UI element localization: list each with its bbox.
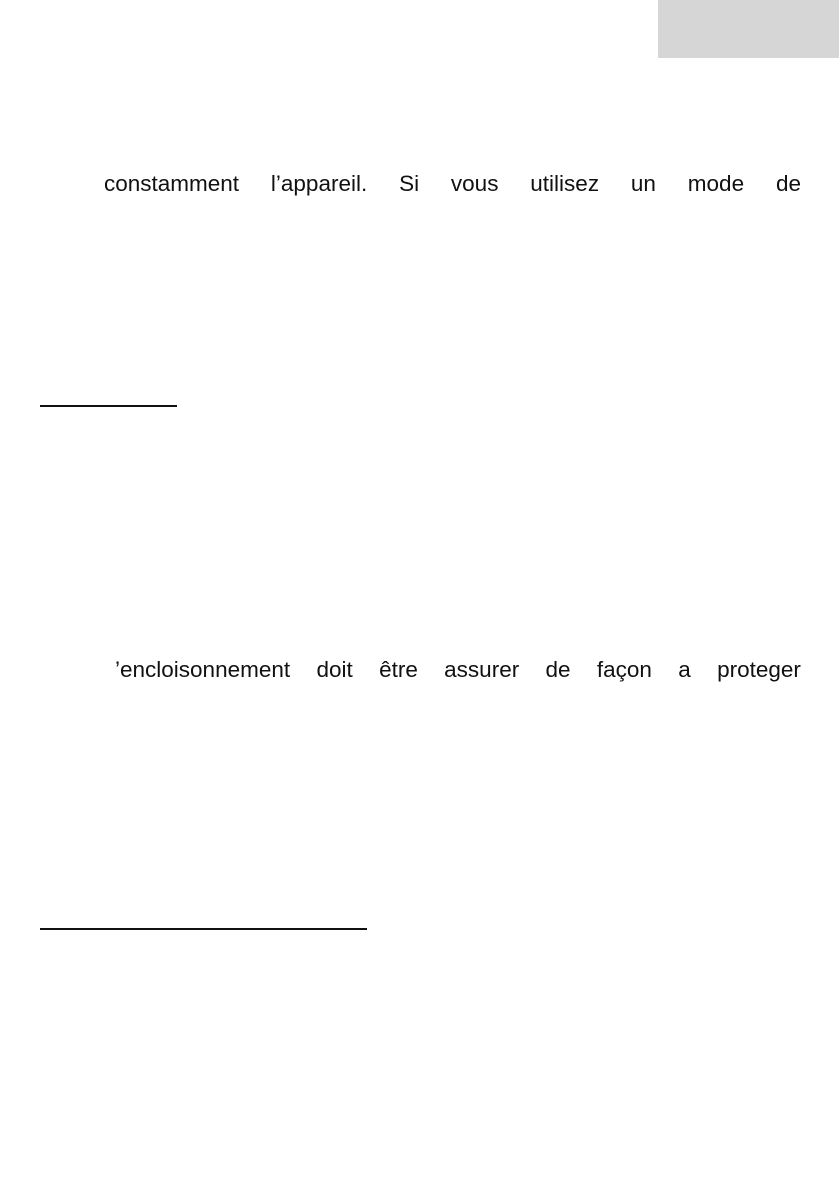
word: façon [596,657,652,682]
word: doit [316,657,353,682]
word: assurer [444,657,520,682]
word: un [630,171,656,196]
word: ’encloisonnement [115,657,291,682]
word: de [545,657,571,682]
word: de [775,171,801,196]
word: utilisez [530,171,600,196]
heading-underline-long [40,928,367,930]
word: Si [399,171,420,196]
heading-underline-short [40,405,177,407]
word: l’appareil. [270,171,368,196]
page-corner-tab [658,0,839,58]
text-line-encloisonnement [115,656,801,684]
text-line-constamment [104,170,801,198]
word: être [379,657,418,682]
word: proteger [717,657,801,682]
word: vous [450,171,499,196]
word: mode [687,171,745,196]
word: a [678,657,691,682]
word: constamment [104,171,240,196]
